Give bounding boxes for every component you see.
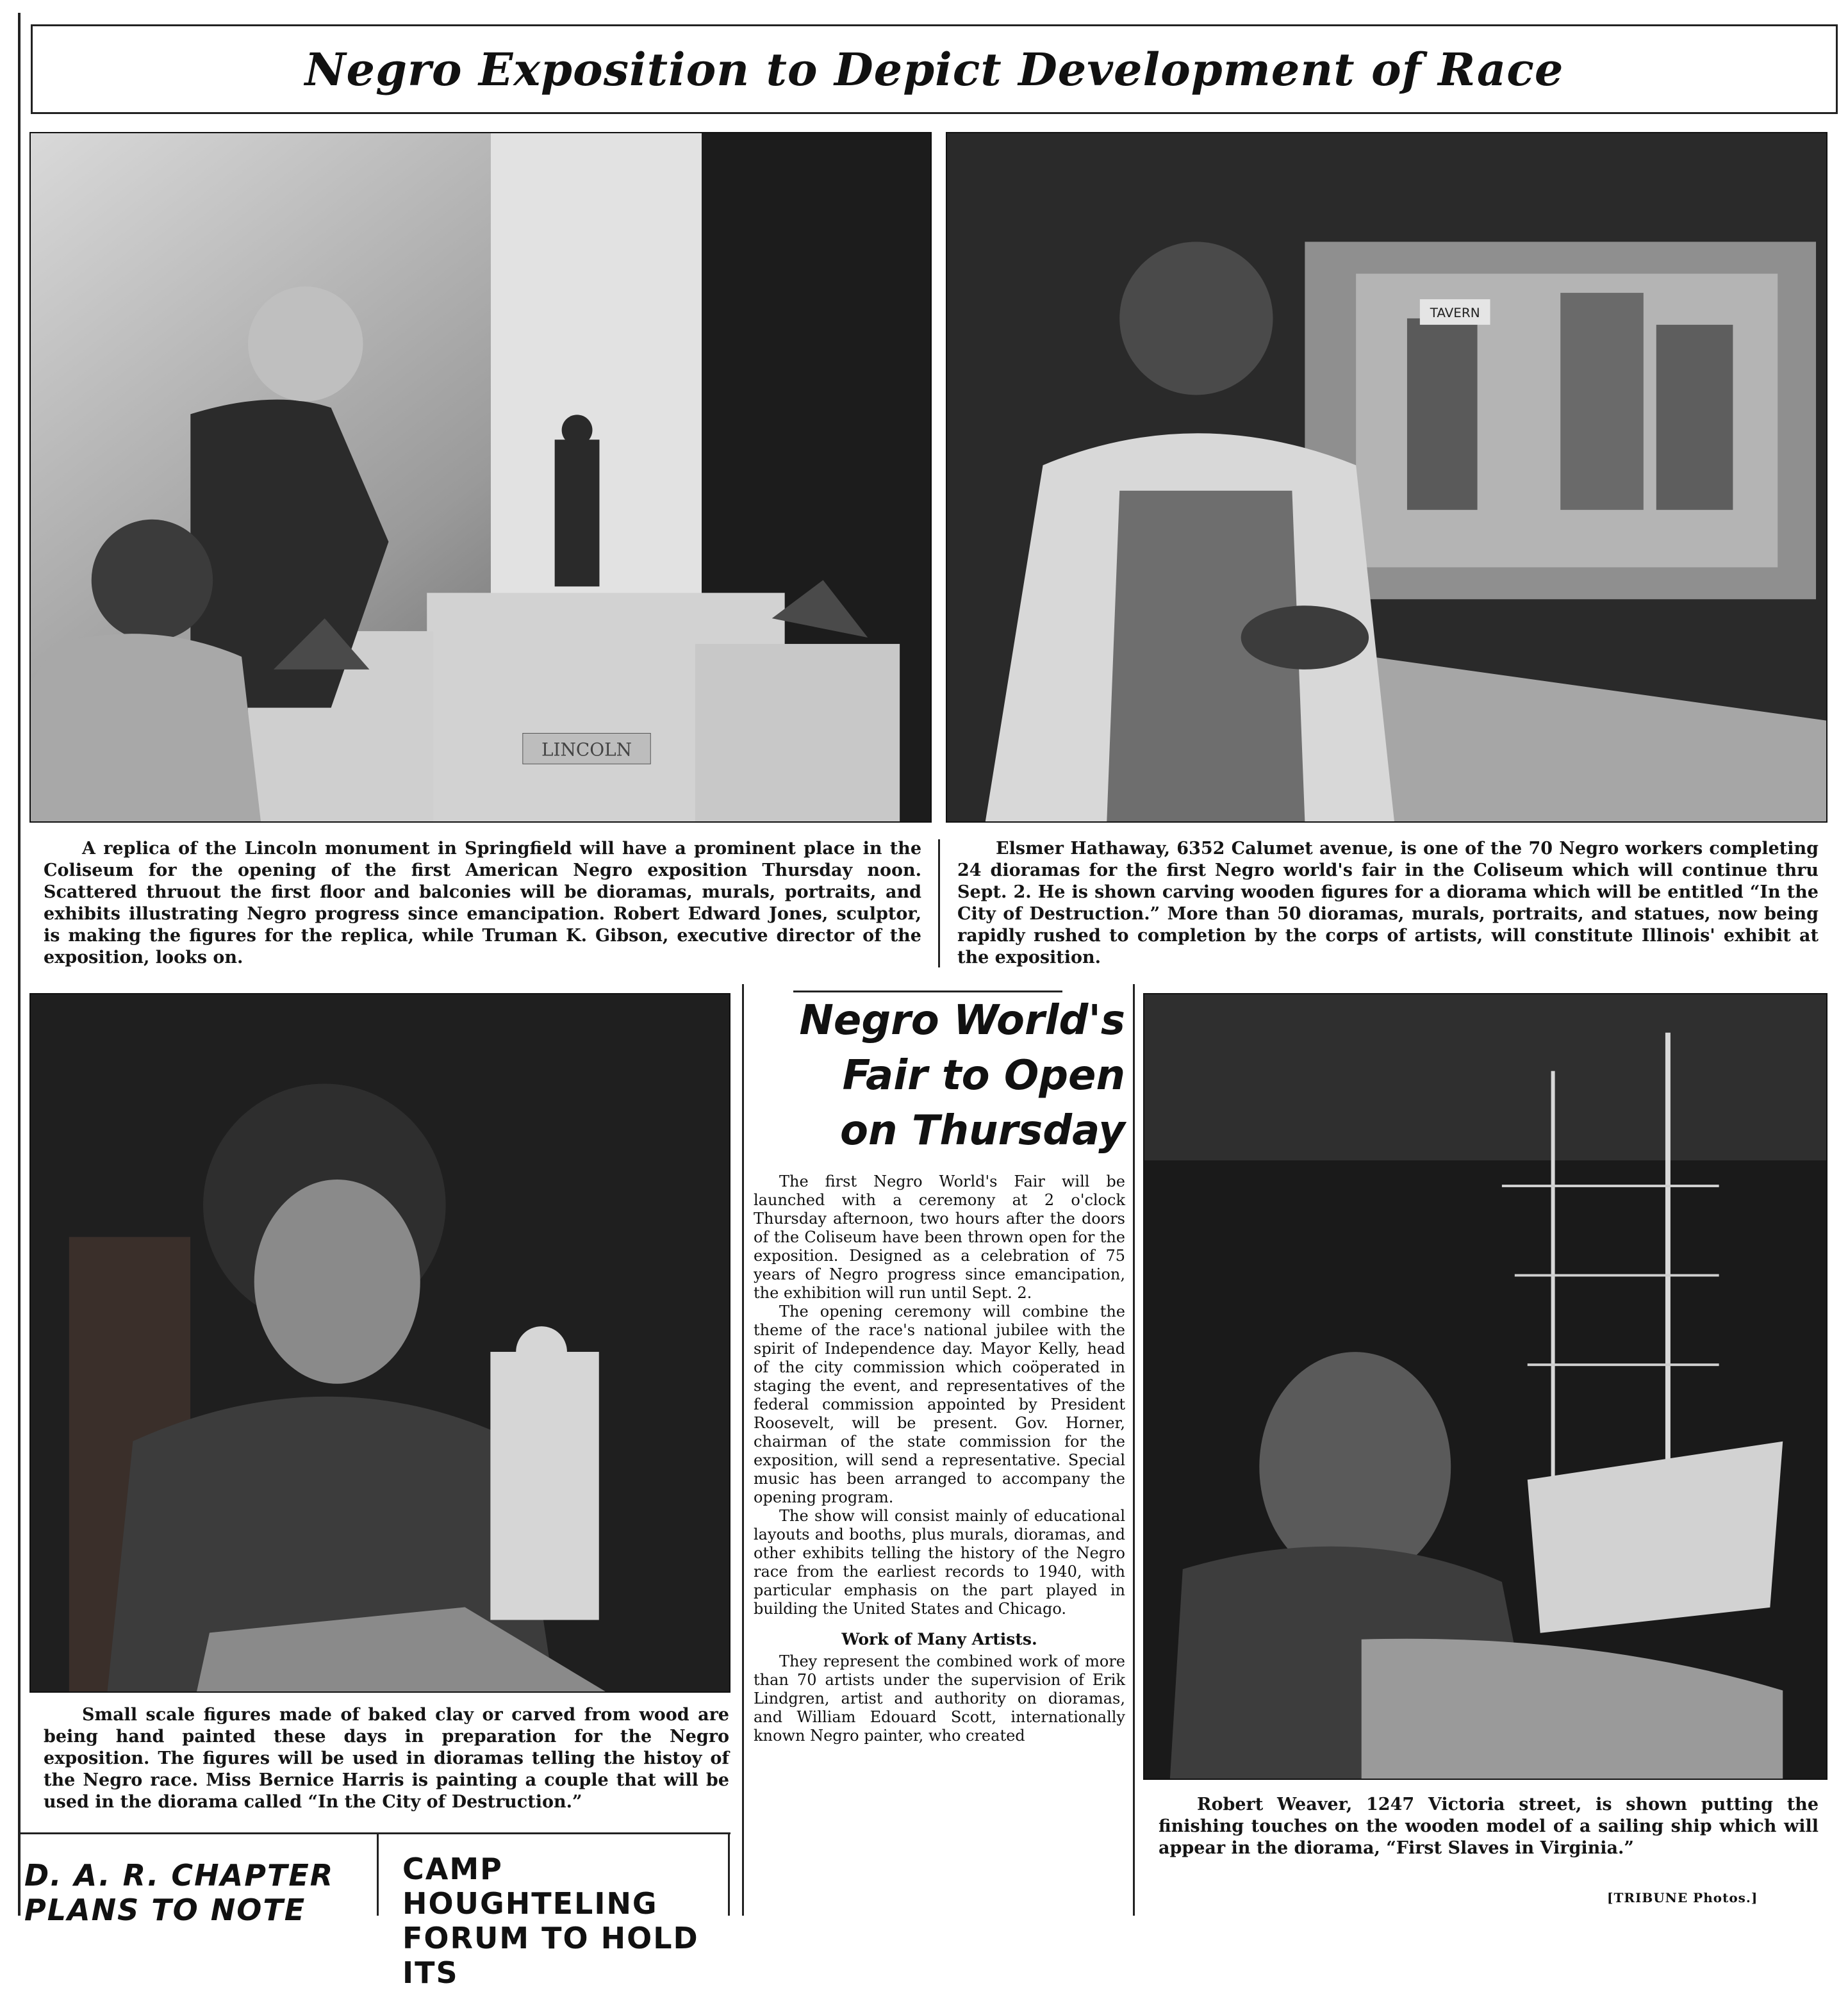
- monument-inscription: LINCOLN: [541, 739, 632, 761]
- tavern-sign: TAVERN: [1430, 305, 1480, 320]
- story-top-rule: [793, 991, 1062, 992]
- photo-harris-graphic: [31, 994, 729, 1691]
- bottom-box-divider: [377, 1832, 379, 1916]
- caption-harris: Small scale figures made of baked clay or carved from wood are being hand painted these days in preparation for the Negro exposition. The figures will be used in dioramas telling the histoy of the Negro race. Miss Bernice Harris is painting a couple that will be used in the diorama called “In the City of Destruction.”: [44, 1705, 729, 1812]
- photo-harris-painting: [29, 993, 730, 1693]
- bottom-box-rule: [18, 1832, 730, 1834]
- center-story: [754, 993, 1125, 1745]
- caption-lincoln: A replica of the Lincoln monument in Springfield will have a prominent place in the Coliseum for the opening of the first American Negro exposition Thursday noon. Scattered thruout the first floor and balconies will be dioramas, murals, portraits, and exhibits illustrating Negro progress since emancipation. Robert Edward Jones, sculptor, is making the figures for the replica, while Truman K. Gibson, executive director of the exposition, looks on.: [44, 839, 921, 967]
- story-title-line-3: on Thursday: [840, 1107, 1125, 1155]
- caption-hathaway: Elsmer Hathaway, 6352 Calumet avenue, is one of the 70 Negro workers completing 24 dioramas for the first Negro world's fair in the Coliseum which will continue thru Sept. 2. He is shown carving wooden figures for a diorama which will be entitled “In the City of Destruction.” More than 50 dioramas, murals, portraits, and statues, now being rapidly rushed to completion by the corps of artists, will constitute Illinois' exhibit at the exposition.: [957, 839, 1819, 967]
- main-headline: Negro Exposition to Depict Development of Race: [304, 42, 1564, 96]
- photo-lincoln-graphic: [31, 133, 930, 821]
- dar-headline-line-1: D. A. R. CHAPTER: [24, 1858, 334, 1893]
- dar-chapter-headline: [24, 1858, 370, 1927]
- right-story-rule: [1133, 984, 1135, 1916]
- story-title-line-2: Fair to Open: [842, 1052, 1125, 1099]
- story-title: [754, 993, 1125, 1158]
- caption-divider: [938, 839, 940, 967]
- headline-banner: [31, 24, 1838, 114]
- photo-lincoln-monument: [29, 132, 932, 823]
- story-paragraph: They represent the combined work of more than 70 artists under the supervision of Erik Lindgren, artist and authority on dioramas, and William Edouard Scott, internationally known Negro painter, who created: [754, 1652, 1125, 1745]
- dar-headline-line-2: PLANS TO NOTE: [24, 1893, 306, 1927]
- photo-hathaway-carving: [946, 132, 1827, 823]
- camp-headline-line-1: CAMP HOUGHTELING: [402, 1852, 658, 1921]
- story-paragraph: The opening ceremony will combine the theme of the race's national jubilee with the spirit of Independence day. Mayor Kelly, head of the city commission which coöperated in staging the event, and representatives of the federal commission appointed by President Roosevelt, will be present. Gov. Horner, chairman of the state commission for the exposition, will send a representative. Special music has been arranged to accompany the opening program.: [754, 1303, 1125, 1506]
- story-title-line-1: Negro World's: [799, 997, 1125, 1044]
- bottom-box-divider: [728, 1832, 730, 1916]
- newspaper-page: [18, 13, 1835, 1990]
- photo-hathaway-graphic: [947, 133, 1826, 821]
- story-paragraph: The show will consist mainly of educational layouts and booths, plus murals, dioramas, and other exhibits telling the history of the Negro race from the earliest records to 1940, with particular emphasis on the part played in building the United States and Chicago.: [754, 1507, 1125, 1618]
- left-story-rule: [742, 984, 744, 1916]
- story-body: [754, 1172, 1125, 1745]
- story-subhead: Work of Many Artists.: [841, 1630, 1037, 1649]
- photo-weaver-graphic: [1144, 994, 1826, 1779]
- left-column-rule: [18, 13, 21, 1916]
- photo-weaver-ship: [1143, 993, 1827, 1780]
- story-paragraph: The first Negro World's Fair will be launched with a ceremony at 2 o'clock Thursday afternoon, two hours after the doors of the Coliseum have been thrown open for the exposition. Designed as a celebration of 75 years of Negro progress since emancipation, the exhibition will run until Sept. 2.: [754, 1172, 1125, 1302]
- camp-headline-line-2: FORUM TO HOLD ITS: [402, 1921, 699, 1990]
- camp-houghteling-headline: [402, 1852, 723, 1990]
- caption-weaver: Robert Weaver, 1247 Victoria street, is shown putting the finishing touches on the wooden model of a sailing ship which will appear in the diorama, “First Slaves in Virginia.”: [1159, 1795, 1819, 1858]
- photo-credit: [TRIBUNE Photos.]: [1607, 1890, 1758, 1905]
